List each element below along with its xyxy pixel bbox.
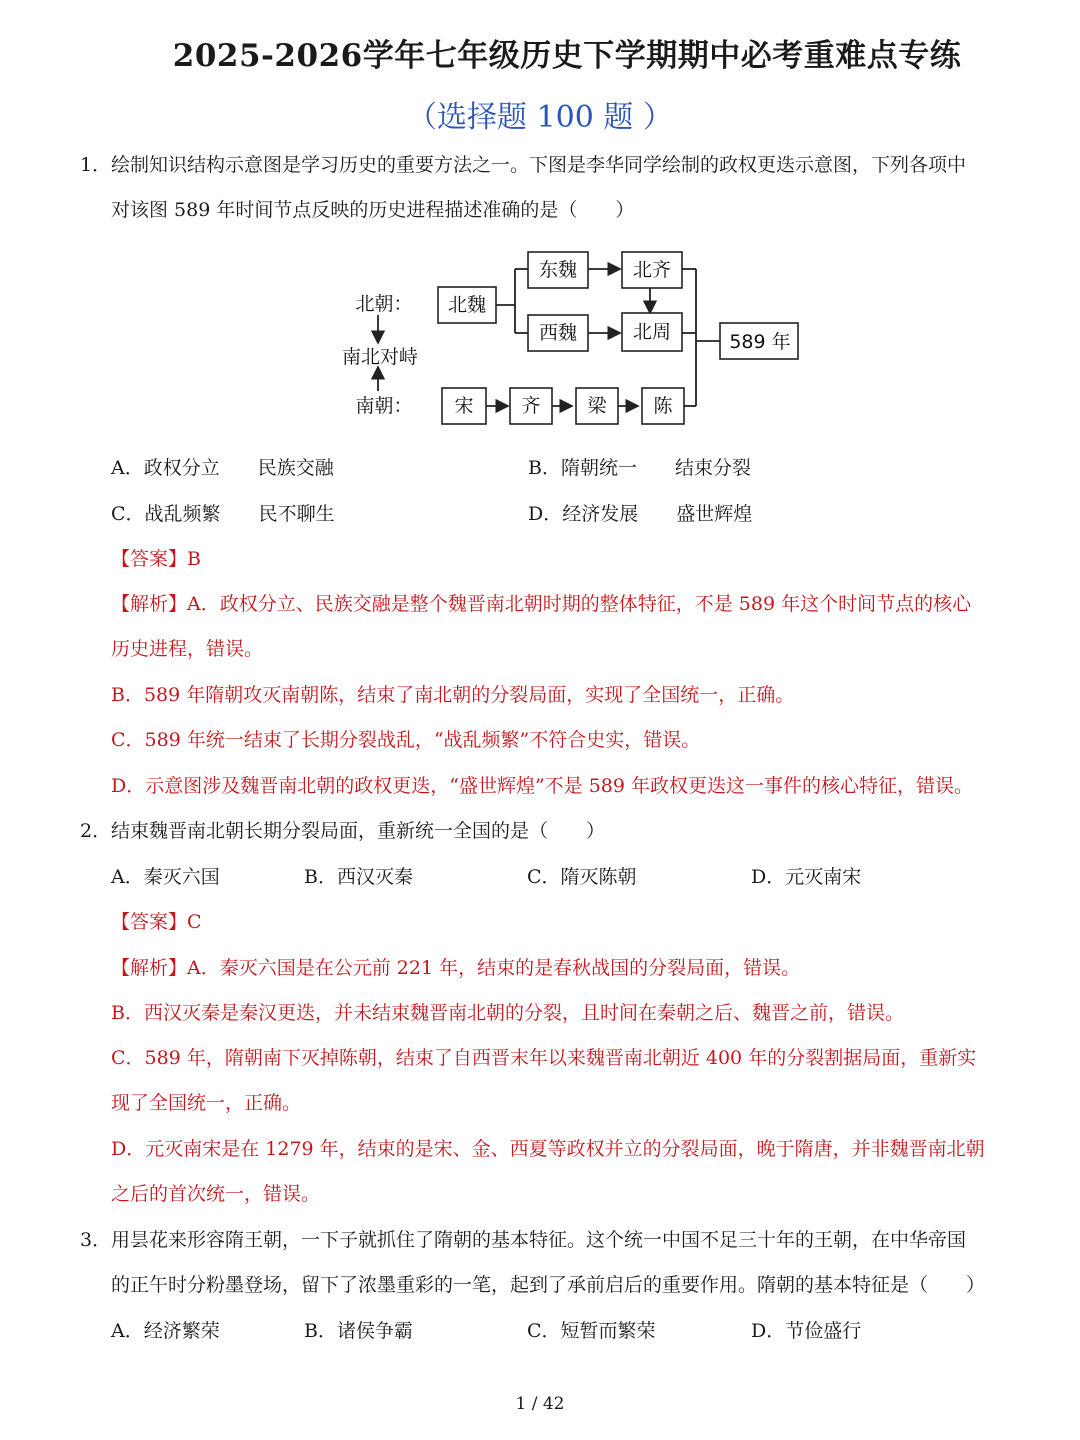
q3-option-a[interactable] — [111, 1319, 220, 1343]
q3-option-b[interactable] — [304, 1319, 413, 1343]
q1-analysis-line: 【解析】A．政权分立、民族交融是整个魏晋南北朝时期的整体特征，不是 589 年这个时间节点的核心 — [111, 593, 972, 615]
q3-option-a-letter: A． — [111, 1320, 144, 1342]
q2-analysis-line: D．元灭南宋是在 1279 年，结束的是宋、金、西夏等政权并立的分裂局面，晚于隋唐，并非魏晋南北朝 — [111, 1138, 985, 1160]
q3-option-a-text: 经济繁荣 — [143, 1320, 220, 1342]
q1-option-d-text1: 经济发展 — [562, 503, 639, 525]
q2-option-d[interactable] — [751, 865, 861, 889]
q2-analysis-line: 之后的首次统一，错误。 — [111, 1183, 321, 1205]
q1-stem-line2: 对该图 589 年时间节点反映的历史进程描述准确的是（ ） — [111, 199, 635, 221]
q2-option-c-letter: C． — [527, 866, 561, 888]
q3-option-b-letter: B． — [304, 1320, 337, 1342]
q1-option-c-text1: 战乱频繁 — [144, 503, 221, 525]
q2-option-c[interactable] — [527, 865, 637, 889]
text-dongwei: 东魏 — [538, 259, 578, 281]
text-beizhou: 北周 — [632, 321, 672, 343]
label-center: 南北对峙 — [341, 346, 419, 368]
q3-option-c-text: 短暂而繁荣 — [560, 1320, 656, 1342]
text-song: 宋 — [454, 395, 474, 417]
text-beiwei: 北魏 — [447, 294, 487, 316]
q3-option-d-letter: D． — [751, 1320, 786, 1342]
q2-option-d-text: 元灭南宋 — [785, 866, 862, 888]
q3-stem-line2: 的正午时分粉墨登场，留下了浓墨重彩的一笔，起到了承前启后的重要作用。隋朝的基本特征是（ ） — [111, 1274, 986, 1296]
q1-option-b-text1: 隋朝统一 — [560, 457, 637, 479]
text-qi: 齐 — [521, 395, 541, 417]
q1-option-a[interactable] — [111, 456, 334, 480]
q1-option-d-letter: D． — [528, 503, 563, 525]
q2-number: 2． — [80, 820, 112, 842]
q1-option-a-text1: 政权分立 — [143, 457, 220, 479]
q1-answer: 【答案】B — [111, 548, 201, 570]
q3-number: 3． — [80, 1229, 112, 1251]
label-north: 北朝： — [355, 293, 413, 315]
page-number: 1 / 42 — [515, 1394, 565, 1414]
q3-stem-line1: 用昙花来形容隋王朝，一下子就抓住了隋朝的基本特征。这个统一中国不足三十年的王朝，在中华帝国 — [111, 1229, 967, 1251]
q2-option-b-text: 西汉灭秦 — [336, 866, 413, 888]
q1-analysis-line: D．示意图涉及魏晋南北朝的政权更迭，“盛世辉煌”不是 589 年政权更迭这一事件的核心特征，错误。 — [111, 775, 974, 797]
q1-analysis-line: C．589 年统一结束了长期分裂战乱，“战乱频繁”不符合史实，错误。 — [111, 729, 701, 751]
text-beiqi: 北齐 — [632, 259, 672, 281]
q2-analysis-line: 现了全国统一，正确。 — [111, 1092, 302, 1114]
q1-option-a-letter: A． — [111, 457, 144, 479]
q1-option-b-text2: 结束分裂 — [674, 457, 751, 479]
text-589: 589 年 — [729, 331, 791, 353]
q2-stem: 结束魏晋南北朝长期分裂局面，重新统一全国的是（ ） — [111, 820, 606, 842]
label-south: 南朝： — [355, 395, 413, 417]
q3-option-b-text: 诸侯争霸 — [336, 1320, 413, 1342]
q2-option-a-text: 秦灭六国 — [143, 866, 220, 888]
q2-option-c-text: 隋灭陈朝 — [560, 866, 637, 888]
page-title: 2025-2026学年七年级历史下学期期中必考重难点专练 — [172, 38, 962, 74]
q1-analysis-line: B．589 年隋朝攻灭南朝陈，结束了南北朝的分裂局面，实现了全国统一，正确。 — [111, 684, 795, 706]
q1-option-d[interactable] — [528, 502, 752, 526]
q2-option-b[interactable] — [304, 865, 413, 889]
regime-change-diagram — [330, 245, 810, 435]
text-liang: 梁 — [587, 395, 607, 417]
q3-option-d[interactable] — [751, 1319, 861, 1343]
q1-analysis-line: 历史进程，错误。 — [111, 638, 264, 660]
q1-option-c[interactable] — [111, 502, 335, 526]
q2-analysis-line: C．589 年，隋朝南下灭掉陈朝，结束了自西晋末年以来魏晋南北朝近 400 年的分裂割据局面，重新实 — [111, 1047, 977, 1069]
q2-analysis-line: B．西汉灭秦是秦汉更迭，并未结束魏晋南北朝的分裂，且时间在秦朝之后、魏晋之前，错误。 — [111, 1002, 904, 1024]
q2-option-a-letter: A． — [111, 866, 144, 888]
text-chen: 陈 — [653, 395, 673, 417]
q2-option-a[interactable] — [111, 865, 220, 889]
text-xiwei: 西魏 — [538, 322, 578, 344]
q1-option-c-letter: C． — [111, 503, 145, 525]
q1-stem-line1: 绘制知识结构示意图是学习历史的重要方法之一。下图是李华同学绘制的政权更迭示意图，下列各项中 — [111, 154, 967, 176]
q3-option-d-text: 节俭盛行 — [785, 1320, 862, 1342]
page-subtitle: （选择题 100 题 ） — [407, 100, 673, 135]
q1-number: 1． — [80, 154, 112, 176]
q1-option-c-text2: 民不聊生 — [258, 503, 335, 525]
q1-option-d-text2: 盛世辉煌 — [676, 503, 753, 525]
q1-option-b[interactable] — [528, 456, 751, 480]
q3-option-c-letter: C． — [527, 1320, 561, 1342]
q1-option-b-letter: B． — [528, 457, 561, 479]
q1-option-a-text2: 民族交融 — [257, 457, 334, 479]
q2-option-d-letter: D． — [751, 866, 786, 888]
q2-analysis-line: 【解析】A．秦灭六国是在公元前 221 年，结束的是春秋战国的分裂局面，错误。 — [111, 957, 801, 979]
q2-answer: 【答案】C — [111, 911, 202, 933]
q3-option-c[interactable] — [527, 1319, 656, 1343]
q2-option-b-letter: B． — [304, 866, 337, 888]
